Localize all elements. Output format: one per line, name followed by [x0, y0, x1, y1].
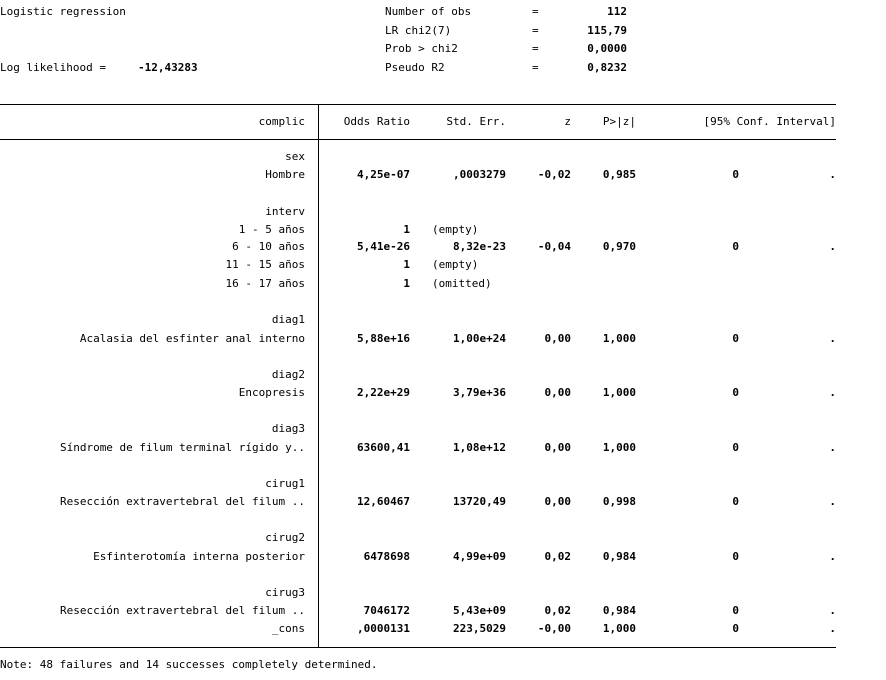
ci-lower-cell: 0 [732, 550, 739, 563]
odds-ratio-cell: 12,60467 [357, 495, 410, 508]
odds-ratio-cell: 1 [403, 223, 410, 236]
ci-lower-cell: 0 [732, 441, 739, 454]
std-err-header: Std. Err. [446, 115, 506, 128]
row-label: Encopresis [238, 386, 305, 399]
row-label: 16 - 17 años [225, 277, 305, 290]
ci-upper-cell: . [829, 604, 836, 617]
ci-lower-cell: 0 [732, 332, 739, 345]
std-err-cell: 1,00e+24 [453, 332, 506, 345]
ci-lower-cell: 0 [732, 604, 739, 617]
row-note: (empty) [432, 258, 479, 271]
row-label: 11 - 15 años [225, 258, 305, 271]
odds-ratio-cell: 1 [403, 277, 410, 290]
z-cell: 0,00 [544, 495, 571, 508]
row-label: Esfinterotomía interna posterior [93, 550, 305, 563]
p-value-cell: 0,985 [602, 168, 636, 181]
stat-value: 0,8232 [587, 61, 627, 74]
stat-eq: = [532, 5, 539, 18]
std-err-cell: 13720,49 [453, 495, 506, 508]
std-err-cell: 4,99e+09 [453, 550, 506, 563]
stat-label: Number of obs [385, 5, 472, 18]
loglik-label: Log likelihood = [0, 61, 106, 74]
odds-ratio-cell: 6478698 [363, 550, 410, 563]
group-label: diag1 [271, 313, 305, 326]
stat-value: 0,0000 [587, 42, 627, 55]
ci-lower-cell: 0 [732, 495, 739, 508]
stat-value: 112 [607, 5, 627, 18]
z-cell: -0,04 [537, 240, 571, 253]
odds-ratio-cell: 1 [403, 258, 410, 271]
row-label: Hombre [265, 168, 305, 181]
odds-ratio-cell: 7046172 [363, 604, 410, 617]
table-bottom-rule [0, 647, 836, 648]
p-value-header: P>|z| [602, 115, 636, 128]
z-cell: 0,00 [544, 332, 571, 345]
model-title: Logistic regression [0, 5, 126, 18]
p-value-cell: 0,970 [602, 240, 636, 253]
p-value-cell: 0,998 [602, 495, 636, 508]
stat-label: Pseudo R2 [385, 61, 445, 74]
z-cell: 0,00 [544, 441, 571, 454]
group-label: diag3 [271, 422, 305, 435]
row-note: (omitted) [432, 277, 492, 290]
row-label: _cons [271, 622, 305, 635]
ci-upper-cell: . [829, 441, 836, 454]
z-cell: 0,00 [544, 386, 571, 399]
odds-ratio-cell: 2,22e+29 [357, 386, 410, 399]
z-cell: -0,02 [537, 168, 571, 181]
conf-interval-header: [95% Conf. Interval] [703, 115, 836, 128]
ci-upper-cell: . [829, 240, 836, 253]
group-label: diag2 [271, 368, 305, 381]
p-value-cell: 1,000 [602, 622, 636, 635]
ci-lower-cell: 0 [732, 240, 739, 253]
z-cell: 0,02 [544, 550, 571, 563]
std-err-cell: 8,32e-23 [453, 240, 506, 253]
p-value-cell: 0,984 [602, 550, 636, 563]
std-err-cell: ,0003279 [453, 168, 506, 181]
z-header: z [564, 115, 571, 128]
odds-ratio-cell: 4,25e-07 [357, 168, 410, 181]
odds-ratio-cell: 5,88e+16 [357, 332, 410, 345]
ci-lower-cell: 0 [732, 168, 739, 181]
group-label: cirug1 [265, 477, 305, 490]
ci-upper-cell: . [829, 332, 836, 345]
std-err-cell: 5,43e+09 [453, 604, 506, 617]
ci-upper-cell: . [829, 386, 836, 399]
loglik-value: -12,43283 [138, 61, 198, 74]
ci-upper-cell: . [829, 168, 836, 181]
odds-ratio-cell: 63600,41 [357, 441, 410, 454]
std-err-cell: 223,5029 [453, 622, 506, 635]
p-value-cell: 0,984 [602, 604, 636, 617]
row-note: (empty) [432, 223, 479, 236]
stat-label: LR chi2(7) [385, 24, 452, 37]
row-label: 1 - 5 años [238, 223, 305, 236]
table-column-divider [318, 104, 319, 648]
odds-ratio-cell: 5,41e-26 [357, 240, 410, 253]
ci-lower-cell: 0 [732, 622, 739, 635]
ci-lower-cell: 0 [732, 386, 739, 399]
p-value-cell: 1,000 [602, 332, 636, 345]
group-label: cirug3 [265, 586, 305, 599]
z-cell: -0,00 [537, 622, 571, 635]
group-label: interv [265, 205, 305, 218]
odds-ratio-cell: ,0000131 [357, 622, 410, 635]
stat-eq: = [532, 61, 539, 74]
stat-eq: = [532, 24, 539, 37]
footer-note: Note: 48 failures and 14 successes completely determined. [0, 658, 378, 671]
std-err-cell: 3,79e+36 [453, 386, 506, 399]
p-value-cell: 1,000 [602, 441, 636, 454]
stat-value: 115,79 [587, 24, 627, 37]
stat-label: Prob > chi2 [385, 42, 458, 55]
row-label: Resección extravertebral del filum .. [59, 604, 305, 617]
ci-upper-cell: . [829, 550, 836, 563]
group-label: sex [285, 150, 305, 163]
ci-upper-cell: . [829, 622, 836, 635]
row-label: 6 - 10 años [232, 240, 305, 253]
z-cell: 0,02 [544, 604, 571, 617]
p-value-cell: 1,000 [602, 386, 636, 399]
depvar-header: complic [258, 115, 305, 128]
row-label: Acalasia del esfinter anal interno [79, 332, 305, 345]
table-top-rule [0, 104, 836, 105]
row-label: Síndrome de filum terminal rígido y.. [59, 441, 305, 454]
ci-upper-cell: . [829, 495, 836, 508]
std-err-cell: 1,08e+12 [453, 441, 506, 454]
group-label: cirug2 [265, 531, 305, 544]
odds-ratio-header: Odds Ratio [343, 115, 410, 128]
table-header-rule [0, 139, 836, 140]
stat-eq: = [532, 42, 539, 55]
row-label: Resección extravertebral del filum .. [59, 495, 305, 508]
